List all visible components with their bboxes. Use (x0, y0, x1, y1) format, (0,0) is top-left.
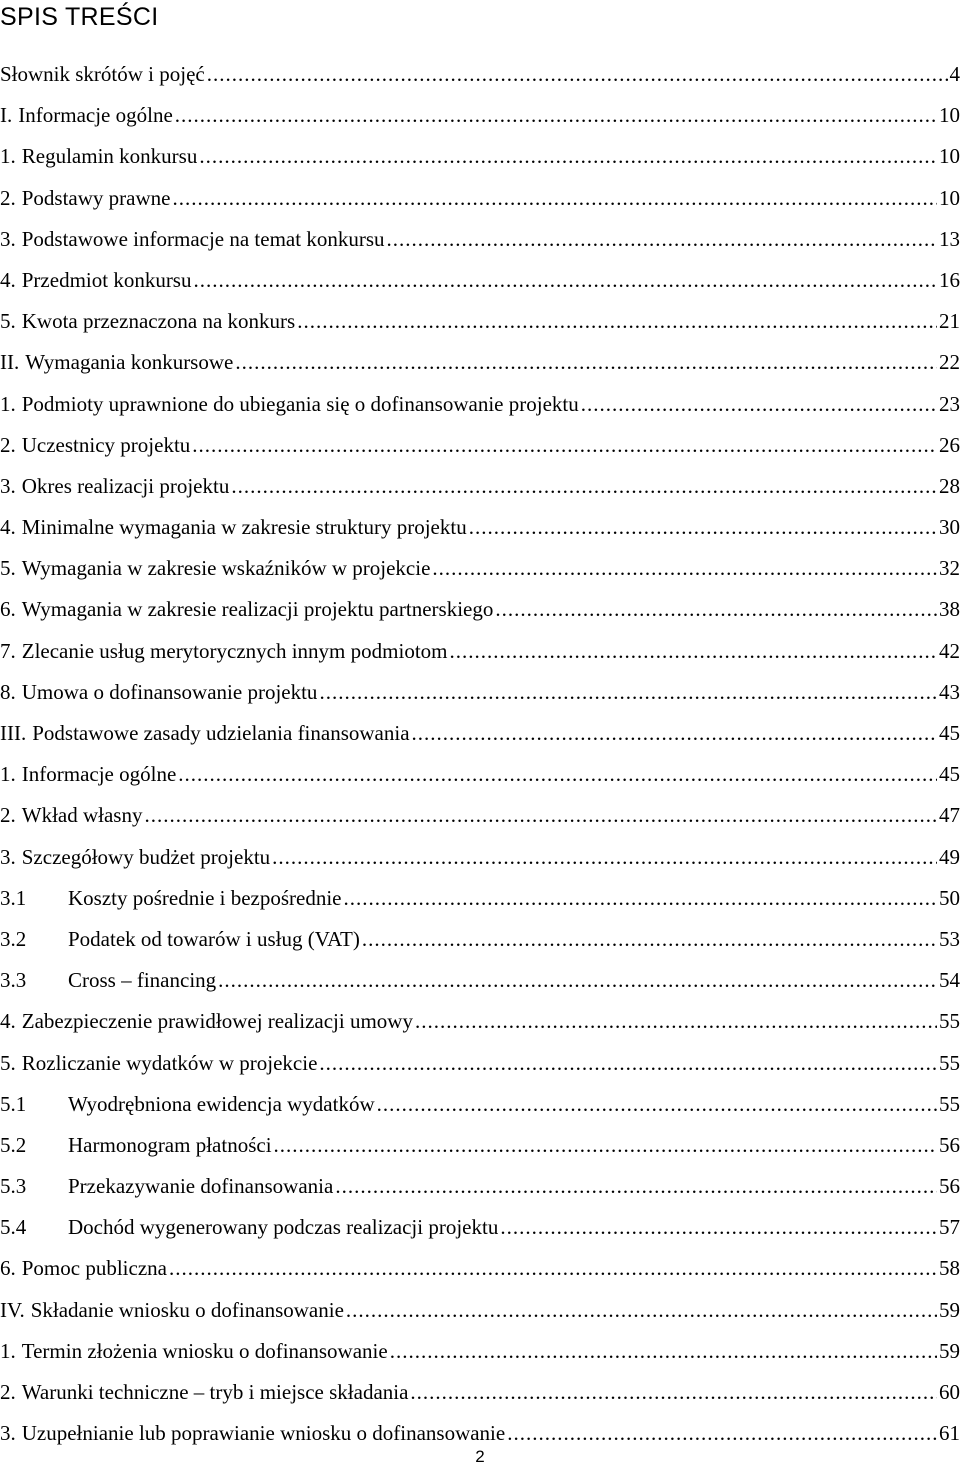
toc-entry-label: Zlecanie usług merytorycznych innym podmiotom (21, 638, 448, 663)
toc-entry-page: 26 (939, 432, 960, 457)
toc-entry[interactable] (0, 1290, 960, 1331)
toc-entry-number: 5.4 (0, 1215, 27, 1240)
toc-dot-leader (377, 1084, 937, 1125)
toc-entry-page: 54 (939, 968, 960, 993)
toc-entry-label: Wkład własny (21, 803, 143, 828)
toc-entry-label: Termin złożenia wniosku o dofinansowanie (21, 1338, 388, 1363)
toc-entry[interactable] (0, 1084, 960, 1125)
toc-dot-leader (390, 1331, 937, 1372)
toc-entry[interactable] (0, 507, 960, 548)
toc-dot-leader (432, 548, 937, 589)
toc-dot-leader (387, 219, 938, 260)
toc-entry-label: Wyodrębniona ewidencja wydatków (68, 1091, 375, 1116)
toc-entry-page: 49 (939, 844, 960, 869)
toc-entry-number: 7. (0, 638, 16, 663)
toc-entry[interactable] (0, 1331, 960, 1372)
toc-entry-page: 30 (939, 515, 960, 540)
toc-dot-leader (319, 672, 937, 713)
toc-entry-number: 1. (0, 144, 16, 169)
toc-entry-number: 5. (0, 1050, 16, 1075)
toc-dot-leader (410, 1372, 937, 1413)
toc-entry-label: Okres realizacji projektu (21, 473, 230, 498)
toc-entry[interactable] (0, 713, 960, 754)
toc-entry-label: Podatek od towarów i usług (VAT) (68, 926, 360, 951)
toc-entry-page: 53 (939, 926, 960, 951)
toc-entry[interactable] (0, 384, 960, 425)
toc-entry-number: 3. (0, 1421, 16, 1446)
toc-dot-leader (169, 1248, 937, 1289)
toc-entry-page: 55 (939, 1050, 960, 1075)
toc-dot-leader (218, 960, 937, 1001)
toc-entry-label: Wymagania w zakresie realizacji projektu partnerskiego (21, 597, 494, 622)
toc-entry[interactable] (0, 54, 960, 95)
toc-dot-leader (207, 54, 948, 95)
toc-entry-label: Warunki techniczne – tryb i miejsce składania (21, 1380, 409, 1404)
toc-dot-leader (412, 713, 937, 754)
toc-entry[interactable] (0, 548, 960, 589)
toc-dot-leader (581, 384, 937, 425)
toc-entry-page: 4 (949, 62, 960, 86)
toc-entry-number: 5.3 (0, 1174, 27, 1199)
toc-entry-label: Minimalne wymagania w zakresie struktury projektu (21, 515, 467, 540)
toc-entry-number: 3. (0, 844, 16, 869)
toc-entry-number: 2. (0, 1380, 16, 1404)
toc-entry[interactable] (0, 342, 960, 383)
toc-entry-number: 2. (0, 432, 16, 457)
toc-entry-page: 10 (939, 103, 960, 128)
toc-entry-number: 5. (0, 556, 16, 581)
toc-entry-number: 2. (0, 803, 16, 828)
toc-dot-leader (235, 342, 937, 383)
toc-entry-label: Podstawowe zasady udzielania finansowania (32, 721, 410, 745)
toc-entry-label: Podstawy prawne (21, 185, 171, 210)
toc-dot-leader (192, 425, 937, 466)
toc-dot-leader (297, 301, 937, 342)
toc-entry[interactable] (0, 1372, 960, 1413)
toc-entry-label: Pomoc publiczna (21, 1256, 167, 1281)
toc-entry-page: 56 (939, 1132, 960, 1157)
toc-entry-page: 38 (939, 597, 960, 622)
toc-entry-page: 59 (939, 1297, 960, 1322)
toc-entry[interactable] (0, 1248, 960, 1289)
toc-entry-number: 3. (0, 473, 16, 498)
toc-dot-leader (231, 466, 937, 507)
toc-entry-number: 1. (0, 762, 16, 787)
toc-entry-number: 4. (0, 1009, 16, 1034)
toc-dot-leader (344, 878, 937, 919)
toc-entry-number: 4. (0, 267, 16, 292)
toc-entry-label: Koszty pośrednie i bezpośrednie (68, 885, 342, 910)
toc-entry-number: 3.1 (0, 885, 27, 910)
toc-entry[interactable] (0, 219, 960, 260)
toc-dot-leader (199, 136, 937, 177)
toc-entry-label: Wymagania konkursowe (25, 350, 234, 375)
toc-entry-page: 60 (939, 1380, 960, 1404)
toc-entry-page: 21 (939, 309, 960, 334)
toc-entry-label: Dochód wygenerowany podczas realizacji projektu (68, 1215, 499, 1240)
toc-entry-label: Słownik skrótów i pojęć (0, 62, 205, 86)
toc-entry-page: 50 (939, 885, 960, 910)
toc-dot-leader (415, 1001, 937, 1042)
toc-dot-leader (495, 589, 937, 630)
toc-entry-number: 3.2 (0, 926, 27, 951)
toc-entry-page: 28 (939, 473, 960, 498)
toc-entry[interactable] (0, 672, 960, 713)
toc-entry[interactable] (0, 589, 960, 630)
toc-entry[interactable] (0, 919, 960, 960)
toc-entry-label: Podmioty uprawnione do ubiegania się o dofinansowanie projektu (21, 391, 579, 416)
toc-entry-page: 58 (939, 1256, 960, 1281)
toc-entry-label: Cross – financing (68, 968, 217, 993)
toc-entry[interactable] (0, 1166, 960, 1207)
toc-entry[interactable] (0, 795, 960, 836)
toc-entry-page: 32 (939, 556, 960, 581)
toc-entry[interactable] (0, 1001, 960, 1042)
toc-entry-label: Wymagania w zakresie wskaźników w projekcie (21, 556, 431, 581)
toc-entry-number: IV. (0, 1297, 25, 1322)
toc-entry-number: 1. (0, 391, 16, 416)
toc-entry-page: 45 (939, 762, 960, 787)
toc-entry-number: 6. (0, 597, 16, 622)
toc-entry-page: 57 (939, 1215, 960, 1240)
toc-entry[interactable] (0, 260, 960, 301)
toc-entry-number: 5. (0, 309, 16, 334)
toc-entry-page: 43 (939, 679, 960, 704)
toc-entry[interactable] (0, 878, 960, 919)
toc-entry-page: 56 (939, 1174, 960, 1199)
toc-entry[interactable] (0, 754, 960, 795)
toc-entry-number: 3. (0, 226, 16, 251)
toc-entry[interactable] (0, 1125, 960, 1166)
toc-dot-leader (172, 178, 937, 219)
toc-entry-label: Podstawowe informacje na temat konkursu (21, 226, 385, 251)
toc-entry-number: II. (0, 350, 20, 375)
toc-entry-page: 55 (939, 1009, 960, 1034)
toc-entry-page: 10 (939, 185, 960, 210)
toc-entry[interactable] (0, 1043, 960, 1084)
toc-entry-page: 61 (939, 1421, 960, 1446)
toc-entry-label: Regulamin konkursu (21, 144, 198, 169)
toc-entry-number: 8. (0, 679, 16, 704)
toc-entry-page: 22 (939, 350, 960, 375)
toc-entry-page: 23 (939, 391, 960, 416)
toc-entry-number: III. (0, 721, 27, 745)
toc-entry-label: Przedmiot konkursu (21, 267, 192, 292)
toc-entry-page: 13 (939, 226, 960, 251)
toc-entry-label: Zabezpieczenie prawidłowej realizacji umowy (21, 1009, 413, 1034)
toc-entry-label: Szczegółowy budżet projektu (21, 844, 271, 869)
toc-entry-page: 10 (939, 144, 960, 169)
toc-dot-leader (274, 1125, 937, 1166)
toc-entry[interactable] (0, 466, 960, 507)
toc-entry-label: Rozliczanie wydatków w projekcie (21, 1050, 318, 1075)
toc-entry-page: 59 (939, 1338, 960, 1363)
toc-dot-leader (144, 795, 937, 836)
page-number: 2 (475, 1447, 485, 1466)
toc-entry-label: Informacje ogólne (21, 762, 177, 787)
toc-entry-number: 1. (0, 1338, 16, 1363)
toc-dot-leader (319, 1043, 937, 1084)
toc-entry[interactable] (0, 95, 960, 136)
toc-title: SPIS TREŚCI (0, 3, 159, 31)
toc-entry-label: Kwota przeznaczona na konkurs (21, 309, 296, 334)
toc-entry[interactable] (0, 425, 960, 466)
toc-entry-label: Uzupełnianie lub poprawianie wniosku o dofinansowanie (21, 1421, 506, 1446)
toc-entry-label: Uczestnicy projektu (21, 432, 191, 457)
toc-dot-leader (178, 754, 937, 795)
toc-entry-label: Harmonogram płatności (68, 1132, 272, 1157)
toc-dot-leader (362, 919, 937, 960)
toc-entry-number: I. (0, 103, 13, 128)
toc-dot-leader (175, 95, 937, 136)
toc-entry-page: 55 (939, 1091, 960, 1116)
toc-entry-label: Składanie wniosku o dofinansowanie (30, 1297, 344, 1322)
toc-entry-number: 2. (0, 185, 16, 210)
toc-entry-label: Informacje ogólne (18, 103, 173, 128)
toc-entry-number: 3.3 (0, 968, 27, 993)
toc-entry-page: 45 (939, 721, 960, 745)
toc-entry[interactable] (0, 136, 960, 177)
toc-dot-leader (500, 1207, 937, 1248)
toc-list (0, 54, 960, 1454)
toc-entry-number: 5.2 (0, 1132, 27, 1157)
toc-entry[interactable] (0, 631, 960, 672)
toc-entry-number: 4. (0, 515, 16, 540)
toc-entry[interactable] (0, 178, 960, 219)
toc-entry[interactable] (0, 960, 960, 1001)
toc-dot-leader (272, 837, 937, 878)
toc-dot-leader (335, 1166, 937, 1207)
toc-entry-page: 42 (939, 638, 960, 663)
toc-entry-page: 47 (939, 803, 960, 828)
toc-entry-label: Umowa o dofinansowanie projektu (21, 679, 318, 704)
toc-entry[interactable] (0, 301, 960, 342)
toc-entry-number: 5.1 (0, 1091, 27, 1116)
toc-entry[interactable] (0, 1207, 960, 1248)
toc-entry[interactable] (0, 837, 960, 878)
toc-dot-leader (193, 260, 937, 301)
toc-entry-page: 16 (939, 267, 960, 292)
toc-entry-number: 6. (0, 1256, 16, 1281)
toc-dot-leader (346, 1290, 937, 1331)
toc-dot-leader (449, 631, 937, 672)
toc-dot-leader (469, 507, 937, 548)
toc-entry-label: Przekazywanie dofinansowania (68, 1174, 334, 1199)
